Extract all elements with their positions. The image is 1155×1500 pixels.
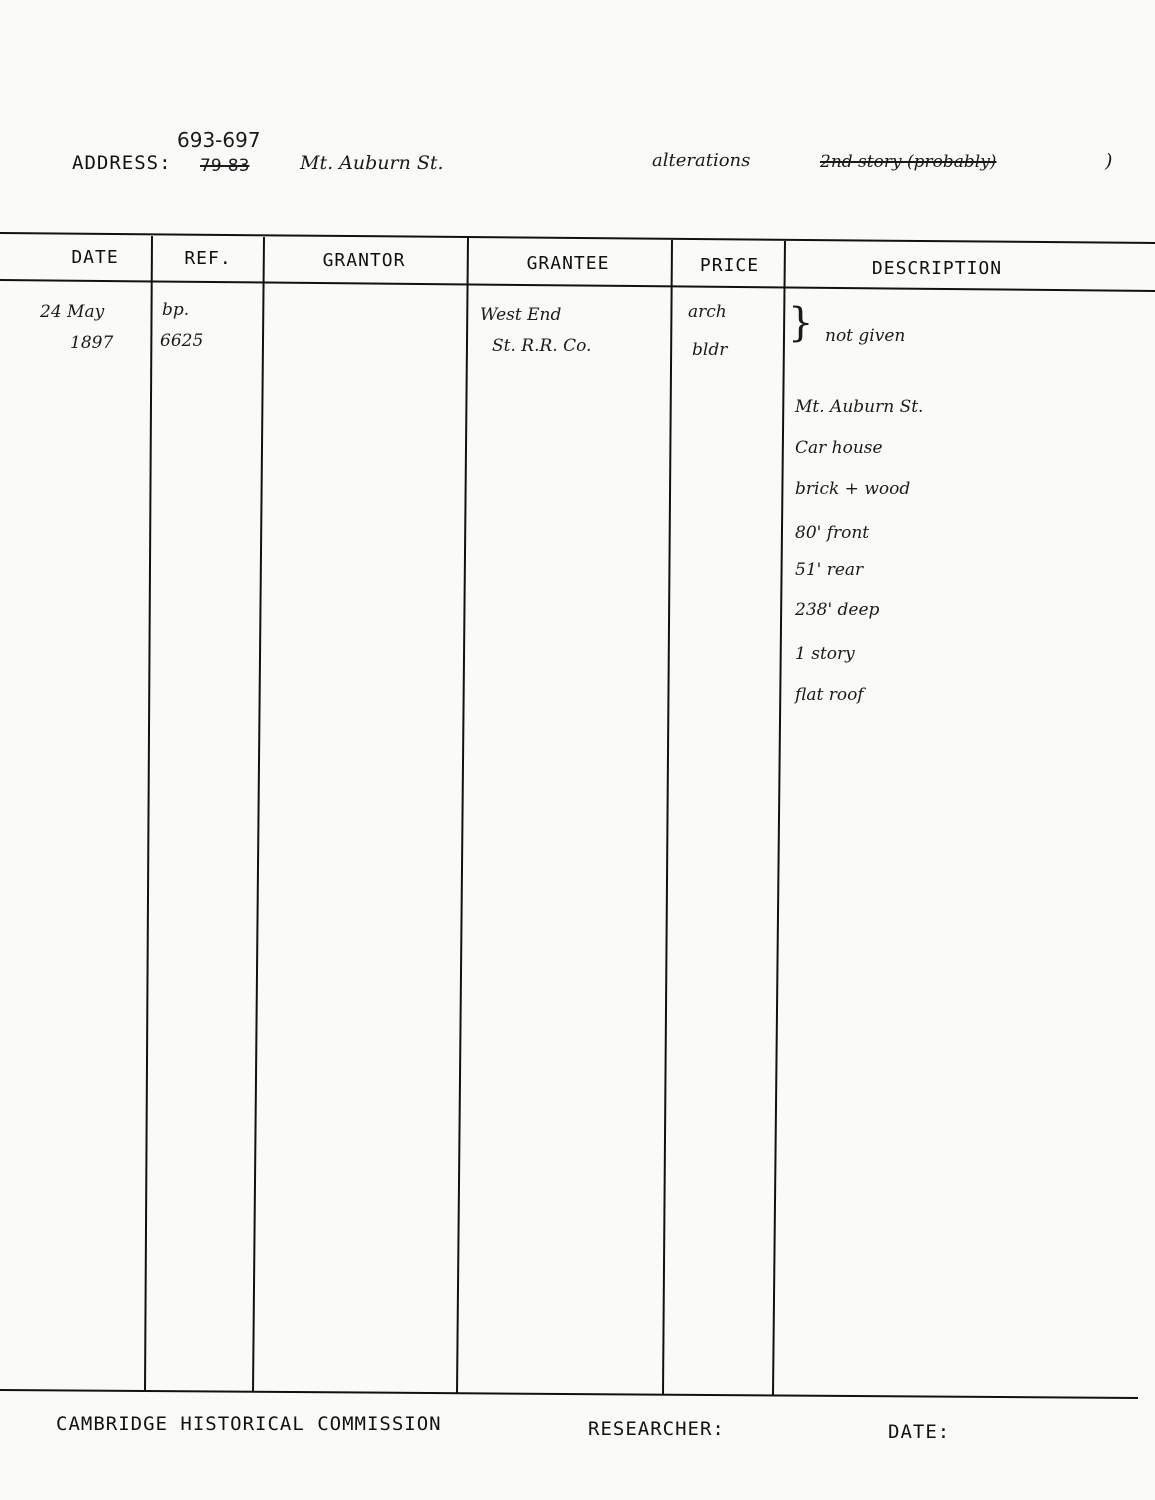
address-note-close: ) [1105,150,1113,172]
description-line: 238' deep [795,600,880,620]
address-note-alterations: alterations [652,150,751,171]
row-price-line-1: arch [688,302,727,322]
header-grantee: GRANTEE [526,253,610,274]
row-date-line-2: 1897 [70,333,114,353]
description-line: 1 story [795,644,855,664]
address-number-new: 693-697 [177,128,261,152]
row-description-first: not given [825,326,906,346]
row-description-brace: } [788,300,814,346]
row-grantee-line-1: West End [480,305,562,325]
header-date: DATE [71,247,119,268]
address-label: ADDRESS: [72,152,172,174]
address-note-struck: 2nd story (probably) [820,152,997,172]
address-street: Mt. Auburn St. [300,152,444,174]
header-grantor: GRANTOR [322,250,406,271]
row-date-line-1: 24 May [40,302,105,322]
description-line: Mt. Auburn St. [795,397,924,417]
description-line: brick + wood [795,479,911,499]
row-ref-line-2: 6625 [160,331,204,351]
description-line: 80' front [795,523,870,543]
row-grantee-line-2: St. R.R. Co. [492,336,592,356]
row-price-line-2: bldr [692,340,728,360]
description-line: 51' rear [795,560,864,580]
footer-researcher-label: RESEARCHER: [588,1418,725,1440]
header-price: PRICE [699,255,760,276]
address-number-old: 79-83 [200,156,250,176]
description-line: Car house [795,438,883,458]
header-ref: REF. [184,248,232,269]
footer-date-label: DATE: [888,1421,951,1443]
footer-commission: CAMBRIDGE HISTORICAL COMMISSION [56,1413,442,1435]
row-ref-line-1: bp. [162,300,190,320]
description-line: flat roof [795,685,864,705]
header-description: DESCRIPTION [871,258,1003,279]
